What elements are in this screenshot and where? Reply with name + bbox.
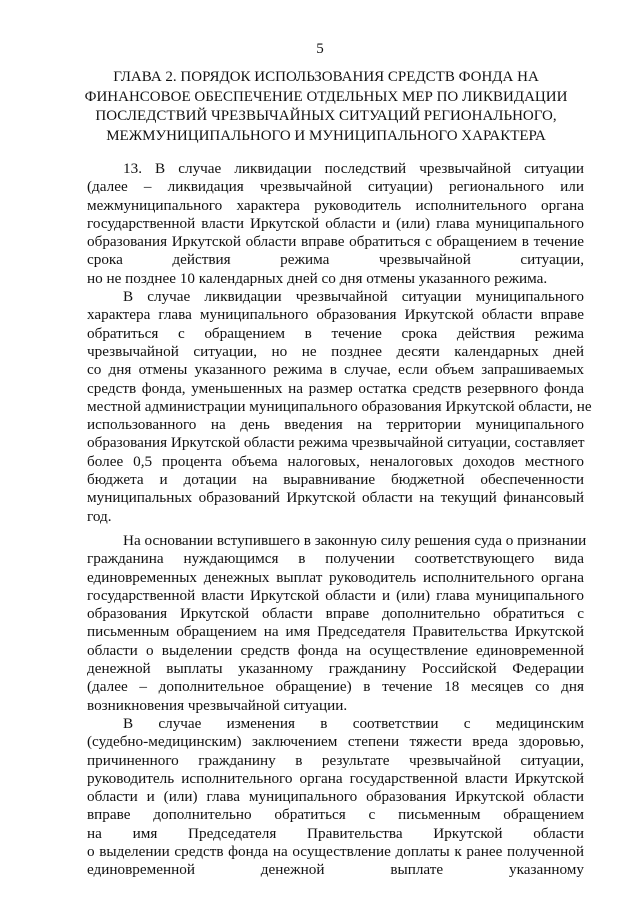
paragraph-line: государственной власти Иркутской области и (или) глава муниципального xyxy=(87,586,584,604)
paragraph-line: образования Иркутской области режима чрезвычайной ситуации, составляет xyxy=(87,434,585,452)
paragraph-line: (далее – дополнительное обращение) в течение 18 месяцев со дня xyxy=(87,678,584,696)
paragraph-line: возникновения чрезвычайной ситуации. xyxy=(87,696,348,714)
paragraph-line: На основании вступившего в законную силу решения суда о признании xyxy=(123,531,587,549)
paragraph-line: характера глава муниципального образования Иркутской области вправе xyxy=(87,306,584,324)
paragraph-line: (далее – ликвидация чрезвычайной ситуации) регионального или xyxy=(87,178,584,196)
paragraph-line: образования Иркутской области вправе дополнительно обратиться с xyxy=(87,605,584,623)
paragraph-line: муниципальных образований Иркутской области на текущий финансовый xyxy=(87,489,584,507)
chapter-heading-line: ПОСЛЕДСТВИЙ ЧРЕЗВЫЧАЙНЫХ СИТУАЦИЙ РЕГИОНАЛЬНОГО, xyxy=(95,108,557,124)
chapter-heading-line: ФИНАНСОВОЕ ОБЕСПЕЧЕНИЕ ОТДЕЛЬНЫХ МЕР ПО ЛИКВИДАЦИИ xyxy=(84,88,568,105)
paragraph-line: но не позднее 10 календарных дней со дня отмены указанного режима. xyxy=(87,269,548,287)
paragraph-line: области и (или) глава муниципального образования Иркутской области xyxy=(87,788,584,806)
paragraph-line: единовременной денежной выплате указанному xyxy=(87,861,584,879)
paragraph-line: год. xyxy=(87,507,112,525)
paragraph-line: средств фонда, уменьшенных на размер остатка средств резервного фонда xyxy=(87,379,584,397)
paragraph-line: обратиться с обращением в течение срока действия режима xyxy=(87,324,584,342)
paragraph-line: вправе дополнительно обратиться с письменным обращением xyxy=(87,806,584,824)
paragraph-line: государственной власти Иркутской области и (или) глава муниципального xyxy=(87,214,584,232)
paragraph-line: области о выделении средств фонда на осуществление единовременной xyxy=(87,641,584,659)
paragraph-line: образования Иркутской области вправе обратиться с обращением в течение xyxy=(87,233,584,251)
paragraph-line: (судебно-медицинским) заключением степени тяжести вреда здоровью, xyxy=(87,733,584,751)
paragraph-line: местной администрации муниципального образования Иркутской области, не xyxy=(87,397,592,415)
page-number: 5 xyxy=(316,41,324,57)
paragraph-line: руководитель исполнительного органа государственной власти Иркутской xyxy=(87,769,584,787)
paragraph-13 xyxy=(87,160,584,288)
paragraph-line: более 0,5 процента объема налоговых, неналоговых доходов местного xyxy=(87,452,584,470)
paragraph-line: о выделении средств фонда на осуществление доплаты к ранее полученной xyxy=(87,842,584,860)
document-body xyxy=(87,160,592,880)
chapter-heading-line: МЕЖМУНИЦИПАЛЬНОГО И МУНИЦИПАЛЬНОГО ХАРАКТЕРА xyxy=(106,127,546,144)
paragraph-line: единовременных денежных выплат руководитель исполнительного органа xyxy=(87,568,584,586)
chapter-heading-line: ГЛАВА 2. ПОРЯДОК ИСПОЛЬЗОВАНИЯ СРЕДСТВ ФОНДА НА xyxy=(113,69,539,85)
paragraph-municipal xyxy=(87,288,592,526)
paragraph-line: чрезвычайной ситуации, но не позднее десяти календарных дней xyxy=(87,342,584,360)
paragraph-line: гражданина нуждающимся в получении соответствующего вида xyxy=(87,550,584,568)
paragraph-line: со дня отмены указанного режима в случае, если объем запрашиваемых xyxy=(87,361,584,379)
paragraph-line: на имя Председателя Правительства Иркутской области xyxy=(87,824,584,842)
paragraph-line: В случае ликвидации чрезвычайной ситуации муниципального xyxy=(123,288,584,306)
paragraph-injury-change xyxy=(87,715,584,880)
paragraph-line: межмуниципального характера руководитель исполнительного органа xyxy=(87,196,584,214)
paragraph-line: срока действия режима чрезвычайной ситуации, xyxy=(87,251,584,269)
paragraph-line: письменным обращением на имя Председателя Правительства Иркутской xyxy=(87,623,584,641)
paragraph-line: бюджета и дотации на выравнивание бюджетной обеспеченности xyxy=(87,471,584,489)
chapter-heading xyxy=(70,68,582,146)
paragraph-line: 13. В случае ликвидации последствий чрезвычайной ситуации xyxy=(123,160,584,177)
paragraph-line: причиненного гражданину в результате чрезвычайной ситуации, xyxy=(87,751,584,769)
paragraph-line: денежной выплаты указанному гражданину Российской Федерации xyxy=(87,660,584,678)
paragraph-line: В случае изменения в соответствии с медицинским xyxy=(123,714,584,732)
paragraph-line: использованного на день введения на территории муниципального xyxy=(87,416,584,434)
paragraph-court-decision xyxy=(87,531,587,715)
